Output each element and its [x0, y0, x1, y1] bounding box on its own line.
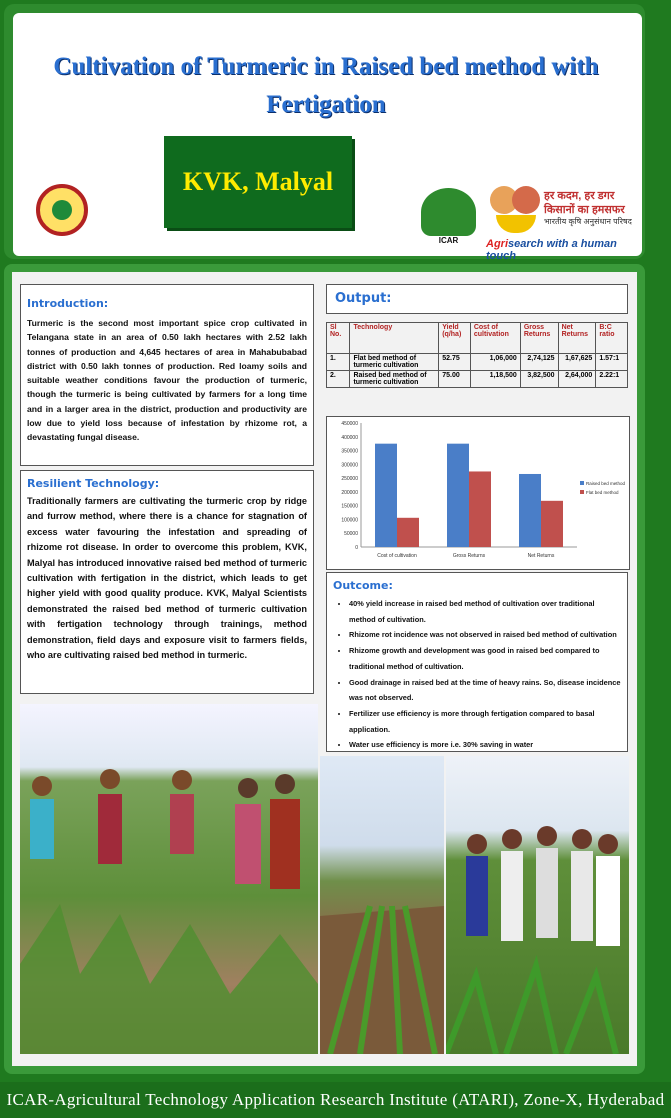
table-cell: 2.: [327, 371, 350, 388]
legend-label: Raised bed method: [586, 481, 626, 486]
header-frame: [4, 4, 645, 262]
table-cell: Raised bed method of turmeric cultivation: [350, 371, 439, 388]
table-header: Yield (q/ha): [439, 323, 471, 354]
y-tick-label: 50000: [344, 531, 358, 538]
x-tick-label: Gross Returns: [452, 553, 486, 559]
table-cell: 1.57:1: [596, 354, 628, 371]
y-tick-label: 150000: [341, 503, 358, 510]
bar-raised: [447, 444, 469, 547]
x-tick-label: Net Returns: [527, 553, 555, 559]
introduction-heading: Introduction:: [27, 297, 109, 310]
table-header: Technology: [350, 323, 439, 354]
output-chart-box: [326, 416, 630, 570]
content-frame: [4, 264, 645, 1074]
output-bar-chart: [327, 417, 629, 569]
y-tick-label: 450000: [341, 421, 358, 427]
table-header: Sl No.: [327, 323, 350, 354]
table-cell: 1,06,000: [470, 354, 520, 371]
poster-title: [16, 48, 636, 124]
bar-raised: [519, 474, 541, 547]
hindi-org-name: भारतीय कृषि अनुसंधान परिषद: [544, 217, 632, 226]
table-cell: 2.22:1: [596, 371, 628, 388]
hindi-slogan-1: हर कदम, हर डगर: [544, 190, 615, 202]
footer-bar: [0, 1082, 671, 1118]
icar-logo-icon: [421, 188, 476, 250]
resilient-heading: Resilient Technology:: [27, 477, 160, 490]
tagline: Agrisearch with a human touch: [486, 238, 617, 262]
bar-raised: [375, 444, 397, 547]
output-table-box: [326, 322, 628, 388]
legend-swatch: [580, 490, 584, 494]
output-heading: Output:: [335, 291, 392, 306]
table-cell: Flat bed method of turmeric cultivation: [350, 354, 439, 371]
x-tick-label: Cost of cultivation: [377, 553, 417, 559]
output-table: [326, 322, 628, 388]
introduction-box: [20, 284, 314, 466]
icar-label: ICAR: [438, 236, 459, 245]
list-item: • 40% yield increase in raised bed method of cultivation over traditional method of cultivation.: [349, 596, 621, 627]
outcome-box: [326, 572, 628, 752]
table-cell: 3,82,500: [520, 371, 558, 388]
list-item: • Good drainage in raised bed at the time of heavy rains. So, disease incidence was not observed.: [349, 675, 621, 706]
introduction-text: Turmeric is the second most important spice crop cultivated in Telangana state in an area of 0.50 lakh hectares with 2.52 lakh tonnes of production and 4,645 hectares of area in Mahabubabad district with 0.50 lakh tonnes of production. Red loamy soils and suitable weather conditions favour the production of turmeric, though the turmeric is being cultivated by farmers for a long time and in a larger area in the district, production and productivity are low due to yield loss because of infestation by rhizome rot, a devastating fungal disease.: [27, 318, 307, 443]
content-panel: [12, 272, 637, 1066]
university-seal-icon: [36, 184, 88, 236]
resilient-text: Traditionally farmers are cultivating the turmeric crop by ridge and furrow method, where there is a chance for stagnation of excess water favouring the infestation and spreading of rhizome rot disease. In order to overcome this problem, KVK, Malyal has introduced innovative raised bed method of turmeric cultivation with fertigation in the district, which leads to get higher yield with good quality produce. KVK, Malyal Scientists demonstrated the raised bed method of turmeric cultivation with fertigation technology through trainings, method demonstration, field days and exposure visit to farmers fields, who are cultivating raised bed method in turmeric.: [27, 496, 307, 661]
table-cell: 75.00: [439, 371, 471, 388]
table-header: B:C ratio: [596, 323, 628, 354]
legend-label: Flat bed method: [586, 490, 619, 495]
footer-text: ICAR-Agricultural Technology Application Research Institute (ATARI), Zone-X, Hyderabad: [6, 1090, 665, 1109]
field-photo-raised-beds: [320, 756, 444, 1054]
resilient-technology-box: [20, 470, 314, 694]
y-tick-label: 350000: [341, 448, 358, 455]
list-item: • Rhizome growth and development was good in raised bed compared to traditional method of cultivation.: [349, 643, 621, 674]
outcome-heading: Outcome:: [333, 579, 393, 592]
table-cell: 52.75: [439, 354, 471, 371]
photo-scene-1: [20, 704, 318, 1054]
field-photo-visit: [446, 756, 629, 1054]
y-tick-label: 200000: [341, 489, 358, 496]
photo-scene-2: [320, 756, 444, 1054]
table-header-row: [327, 323, 628, 354]
output-heading-box: [326, 284, 628, 314]
table-cell: 1,67,625: [558, 354, 596, 371]
table-row: [327, 354, 628, 371]
y-tick-label: 100000: [341, 517, 358, 524]
table-header: Cost of cultivation: [470, 323, 520, 354]
bar-flat: [469, 471, 491, 547]
table-cell: 2,64,000: [558, 371, 596, 388]
table-row: [327, 371, 628, 388]
table-header: Net Returns: [558, 323, 596, 354]
outcome-list: [333, 596, 621, 753]
y-tick-label: 300000: [341, 462, 358, 469]
y-tick-label: 400000: [341, 434, 358, 441]
hindi-slogan-2: किसानों का हमसफर: [544, 204, 625, 216]
kvk-name: KVK, Malyal: [182, 167, 334, 196]
title-line-2: Fertigation: [266, 91, 386, 118]
y-tick-label: 0: [355, 545, 358, 551]
field-photo-farmers: [20, 704, 318, 1054]
title-line-1: Cultivation of Turmeric in Raised bed method with: [53, 53, 599, 80]
list-item: • Water use efficiency is more i.e. 30% saving in water: [349, 737, 621, 753]
table-cell: 2,74,125: [520, 354, 558, 371]
bar-flat: [397, 518, 419, 547]
table-header: Gross Returns: [520, 323, 558, 354]
y-tick-label: 250000: [341, 476, 358, 483]
wheat-leaf-icon: [421, 188, 476, 236]
table-cell: 1,18,500: [470, 371, 520, 388]
list-item: • Rhizome rot incidence was not observed in raised bed method of cultivation: [349, 627, 621, 643]
table-cell: 1.: [327, 354, 350, 371]
photo-scene-3: [446, 756, 629, 1054]
list-item: • Fertilizer use efficiency is more through fertigation compared to basal application.: [349, 706, 621, 737]
header-panel: [13, 13, 642, 262]
bar-flat: [541, 501, 563, 547]
kvk-banner: [164, 136, 352, 228]
farmers-logo-icon: [486, 181, 546, 236]
legend-swatch: [580, 481, 584, 485]
